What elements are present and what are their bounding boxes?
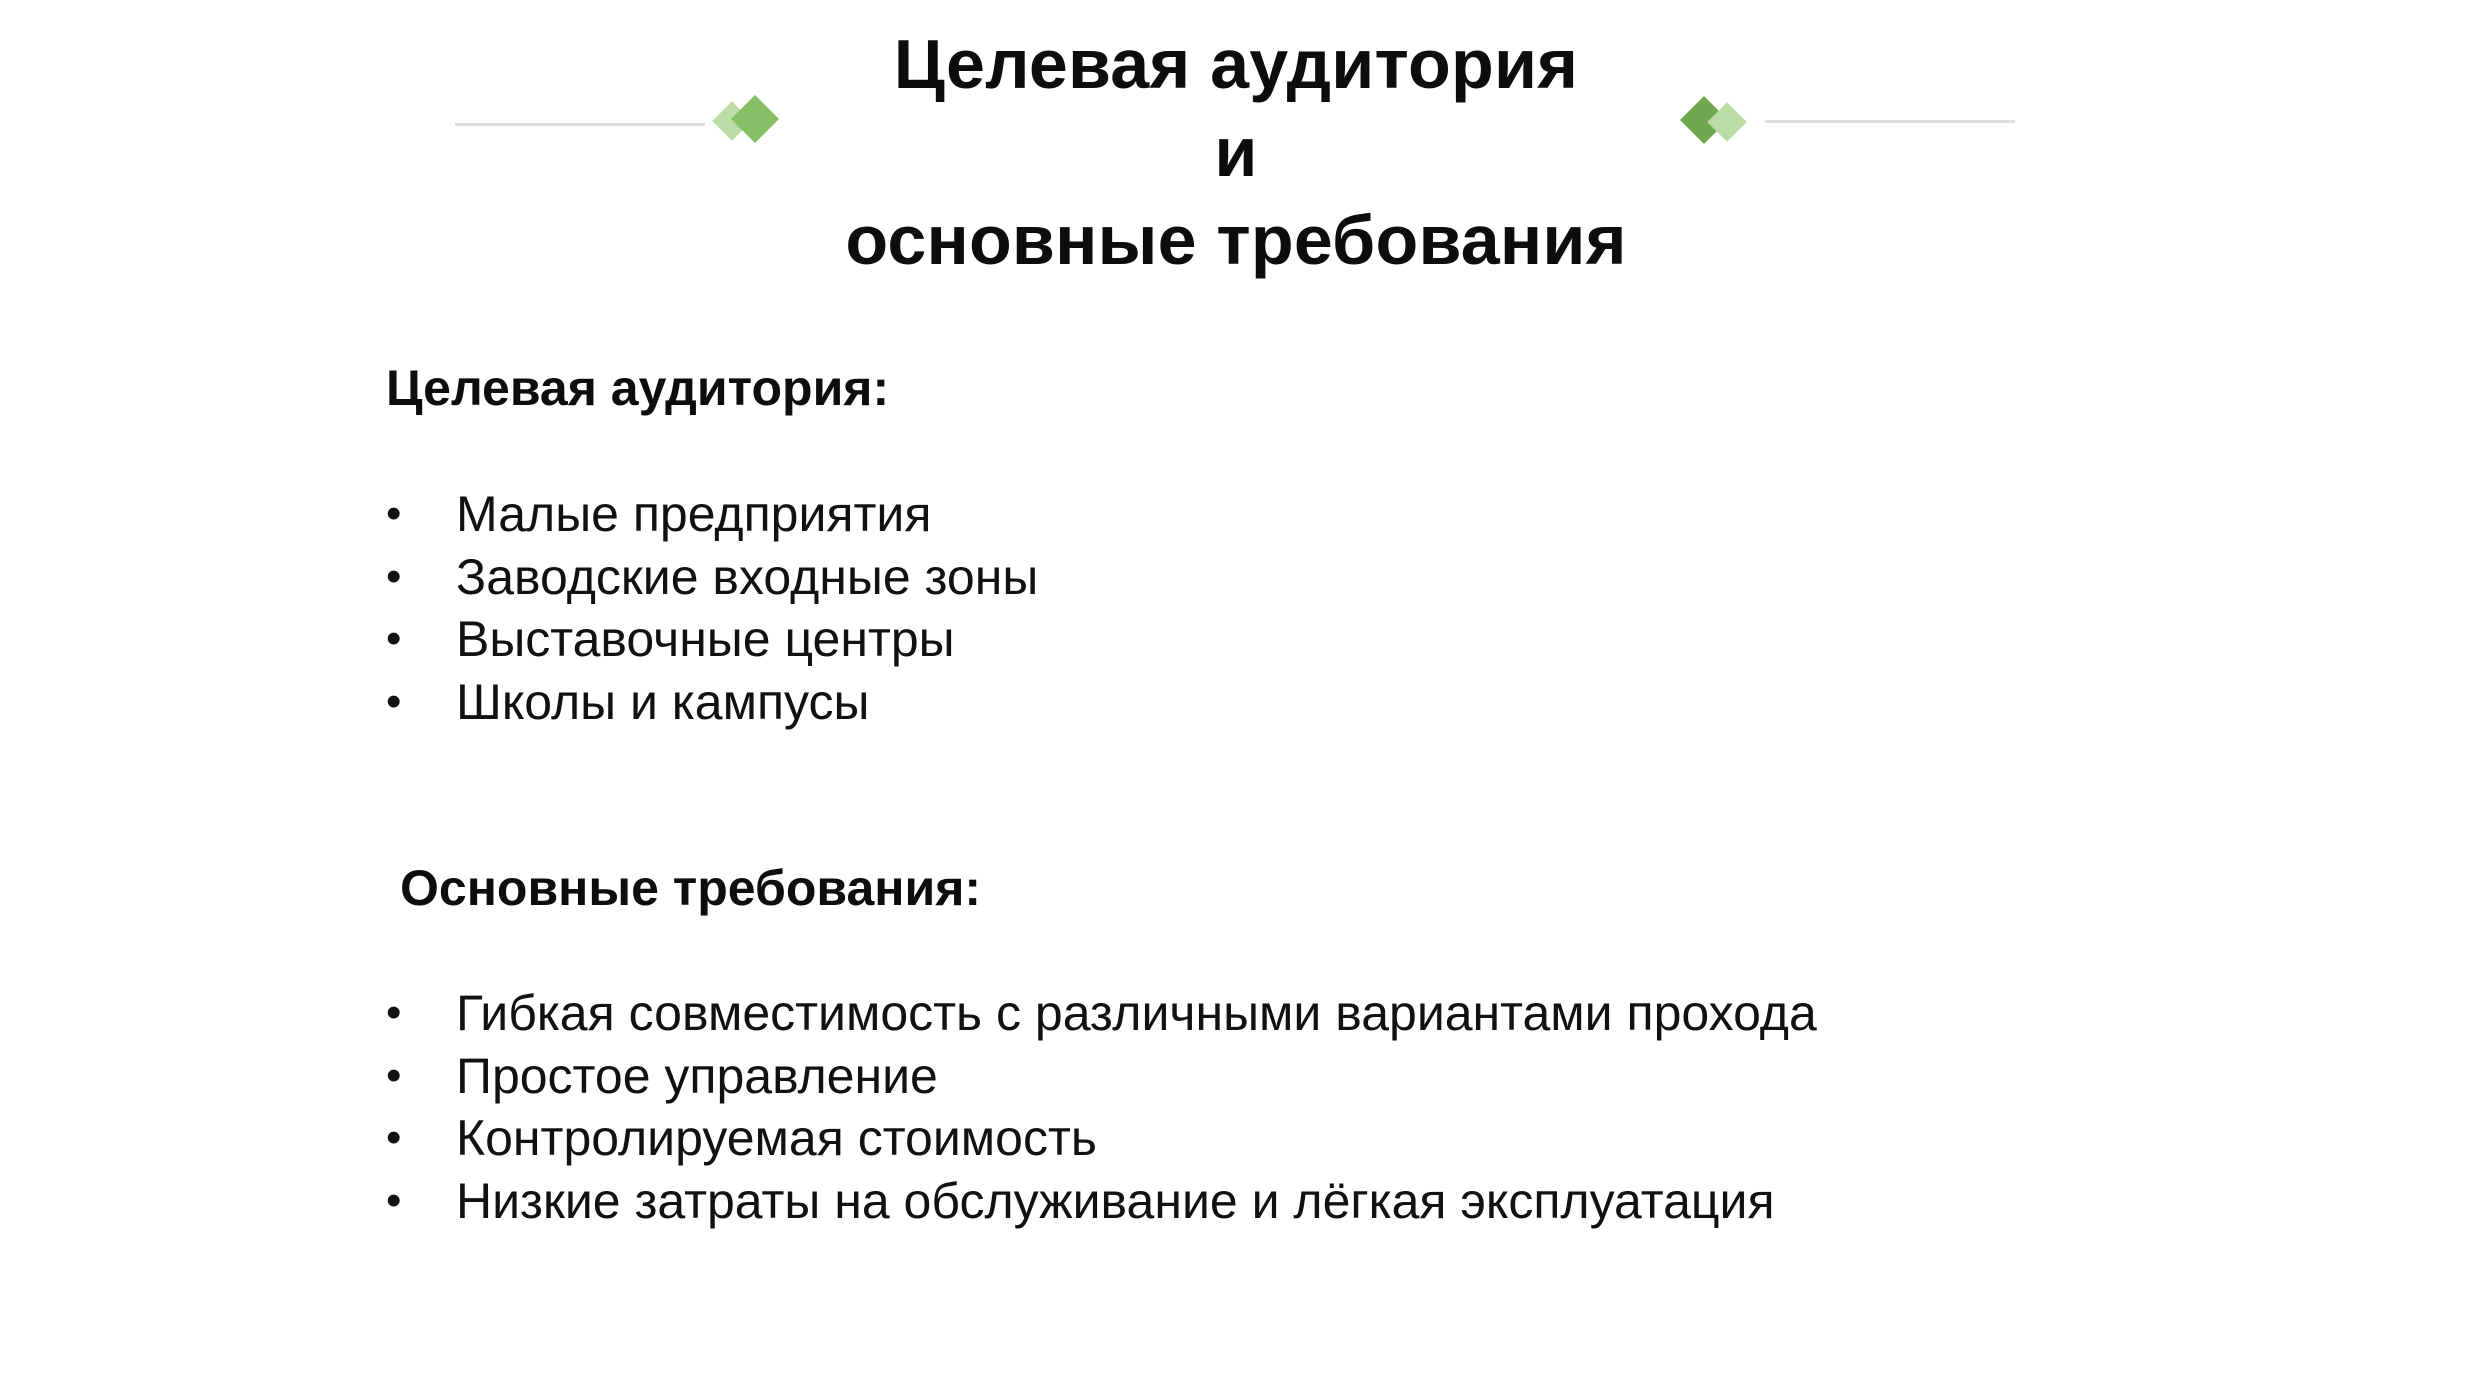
bullet-icon: • <box>386 614 402 663</box>
title-line-2: и <box>1214 113 1258 191</box>
bullet-icon: • <box>386 1113 402 1162</box>
list-item-text: Контролируемая стоимость <box>456 1110 1097 1166</box>
list-item-text: Гибкая совместимость с различными вариантами прохода <box>456 985 1817 1041</box>
title-line-1: Целевая аудитория <box>893 25 1579 103</box>
bullet-icon: • <box>386 1050 402 1100</box>
left-divider-line <box>455 123 705 126</box>
bullet-icon: • <box>386 489 402 538</box>
slide-title <box>786 20 1686 284</box>
bullet-icon: • <box>386 551 402 601</box>
audience-heading: Целевая аудитория: <box>386 360 890 416</box>
list-item-text: Низкие затраты на обслуживание и лёгкая эксплуатация <box>456 1172 1775 1229</box>
list-item-text: Простое управление <box>456 1047 938 1104</box>
list-item-text: Школы и кампусы <box>456 673 870 730</box>
list-item-text: Заводские входные зоны <box>456 548 1039 605</box>
requirements-heading: Основные требования: <box>400 860 982 916</box>
title-line-3: основные требования <box>845 201 1627 279</box>
bullet-icon: • <box>386 1175 402 1225</box>
bullet-icon: • <box>386 676 402 726</box>
list-item-text: Выставочные центры <box>456 611 955 667</box>
list-item-text: Малые предприятия <box>456 486 932 542</box>
left-diamond-dark-icon <box>731 95 779 143</box>
right-divider-line <box>1765 120 2015 123</box>
bullet-icon: • <box>386 988 402 1037</box>
